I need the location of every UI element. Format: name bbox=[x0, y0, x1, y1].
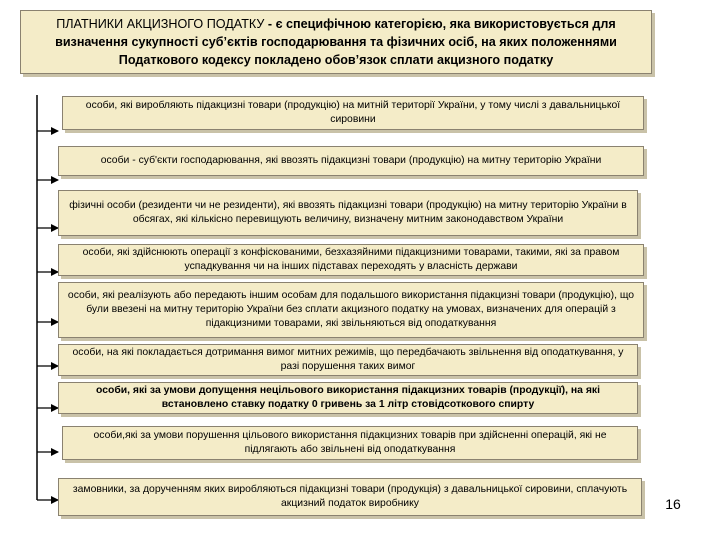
payer-box-resellers: особи, які реалізують або передають іншим особам для подальшого використання підакцизні товари (продукцію), що були ввезені на митну територію України без сплати акцизного податку на умовах, визначених для операцій з підакцизними товарами, які звільняються від оподаткування bbox=[58, 282, 644, 338]
header-definition: - є специфічною категорією, яка використовується для визначення сукупності суб’єктів господарювання та фізичних осіб, на яких положеннями Податкового кодексу покладено обов’язок сплати акцизного податку bbox=[55, 17, 617, 67]
header-lead: ПЛАТНИКИ АКЦИЗНОГО ПОДАТКУ bbox=[56, 17, 265, 31]
payer-box-producers: особи, які виробляють підакцизні товари (продукцію) на митній території України, у тому числі з давальницької сировини bbox=[62, 96, 644, 130]
payer-box-importers: особи - суб'єкти господарювання, які ввозять підакцизні товари (продукцію) на митну територію України bbox=[58, 146, 644, 176]
payer-box-misuse: особи, які за умови допущення нецільового використання підакцизних товарів (продукції), на які встановлено ставку податку 0 гривень за 1 літр стовідсоткового спирту bbox=[58, 382, 638, 414]
payer-box-target-use-violation: особи,які за умови порушення цільового використання підакцизних товарів при здійсненні операцій, які не підлягають або звільнені від оподаткування bbox=[62, 426, 638, 460]
payer-box-individuals: фізичні особи (резиденти чи не резиденти), які ввозять підакцизні товари (продукцію) на митну територію України в обсягах, які кількісно перевищують величину, визначену митним законодавством України bbox=[58, 190, 638, 236]
payer-box-confiscated: особи, які здійснюють операції з конфіскованими, безхазяйними підакцизними товарами, такими, які за правом успадкування чи на інших підставах переходять у власність держави bbox=[58, 244, 644, 276]
page-number: 16 bbox=[665, 496, 681, 512]
payer-box-customs-regimes: особи, на які покладається дотримання вимог митних режимів, що передбачають звільнення від оподаткування, у разі порушення таких вимог bbox=[58, 344, 638, 376]
payer-box-customers: замовники, за дорученням яких виробляються підакцизні товари (продукція) з давальницької сировини, сплачують акцизний податок виробнику bbox=[58, 478, 642, 516]
